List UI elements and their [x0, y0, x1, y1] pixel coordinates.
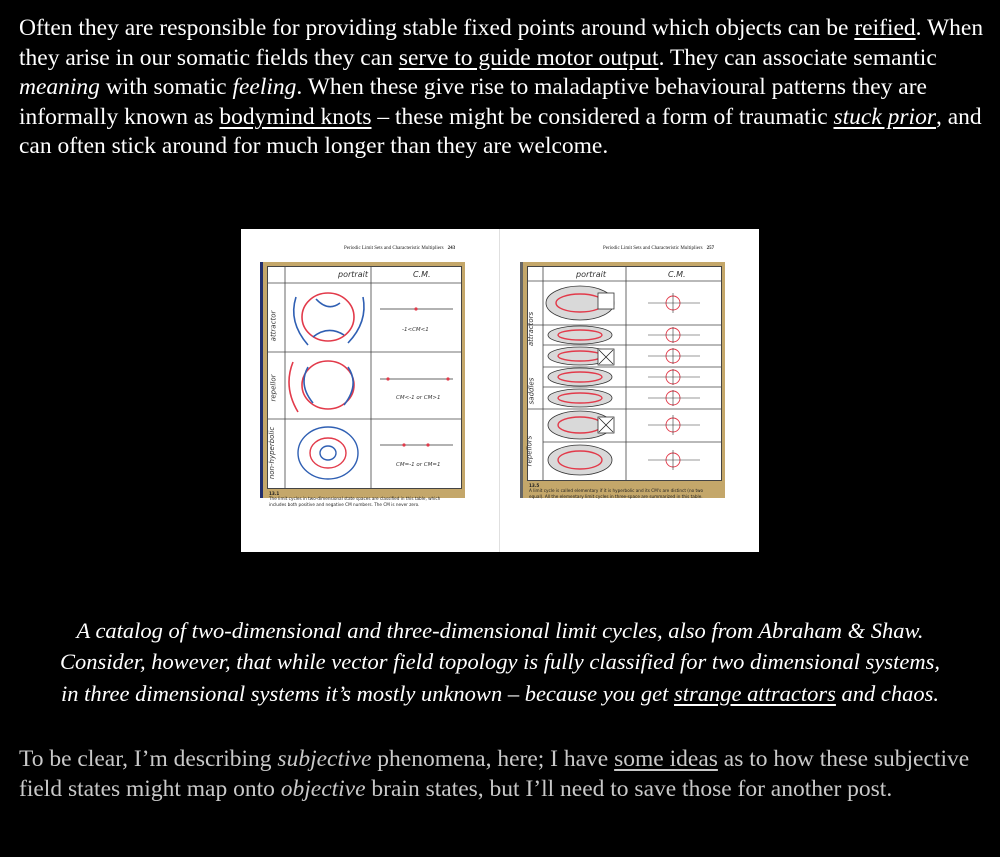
repellor-portrait — [289, 361, 354, 412]
right-row-repellors: repellors — [525, 435, 534, 467]
right-col-cm: C.M. — [668, 270, 686, 279]
left-cm-label-3: CM=-1 or CM=1 — [396, 462, 441, 468]
right-page-header: Periodic Limit Sets and Characteristic Multipliers 257 — [603, 246, 715, 251]
figure-right-page — [500, 229, 759, 552]
left-cm-label-1: -1<CM<1 — [402, 327, 429, 333]
attractor-portrait — [294, 293, 364, 345]
left-page-header: Periodic Limit Sets and Characteristic Multipliers 243 — [344, 246, 456, 251]
link-bodymind-knots[interactable]: bodymind knots — [219, 103, 372, 130]
right-page-table — [527, 266, 722, 481]
left-row-repellor: repellor — [269, 374, 278, 402]
right-row-attractors: attractors — [527, 311, 536, 347]
figure-left-page — [241, 229, 500, 552]
left-row-attractor: attractor — [269, 310, 278, 342]
left-col-cm: C.M. — [413, 270, 431, 279]
left-page-caption: 13.1 The limit cycles in two-dimensional state spaces are classified in this table, which includes both positive and negative CM numbers. The CM is never zero. — [269, 491, 441, 507]
emphasis-objective: objective — [280, 775, 366, 802]
left-page-table — [267, 266, 462, 489]
link-reified[interactable]: reified — [854, 15, 916, 41]
emphasis-meaning: meaning — [19, 74, 100, 100]
non-hyperbolic-portrait — [298, 427, 358, 479]
figure-caption: A catalog of two-dimensional and three-dimensional limit cycles, also from Abraham & Shaw. Consider, however, that while vector field topology is fully classified for two dimensional systems, in three dimensional systems it’s mostly unknown – because you get strange attractors and chaos. — [60, 617, 940, 706]
emphasis-subjective: subjective — [277, 746, 372, 772]
link-stuck-prior[interactable]: stuck prior — [833, 103, 936, 130]
left-row-non-hyperbolic: non-hyperbolic — [268, 426, 277, 480]
right-row-saddles: saddles — [527, 377, 536, 405]
left-col-portrait: portrait — [338, 270, 368, 279]
link-strange-attractors[interactable]: strange attractors — [674, 680, 836, 706]
left-cm-label-2: CM<-1 or CM>1 — [396, 395, 441, 401]
paragraph-bodymind: Often they are responsible for providing stable fixed points around which objects can be reified. When they arise in our somatic fields they can serve to guide motor output. They can associate semantic meaning with somatic feeling. When these give rise to maladaptive behavioural patterns they are informally known as bodymind knots – these might be considered a form of traumatic stuck prior, and can often stick around for much longer than they are welcome. — [19, 15, 984, 159]
link-some-ideas[interactable]: some ideas — [614, 746, 718, 772]
right-page-caption: 13.5 A limit cycle is called elementary if it is hyperbolic and its CM's are distinct (no two equal). All the elementary limit cycles in three-space are summarized in this table. — [529, 483, 704, 499]
limit-cycles-figure — [241, 229, 759, 552]
right-col-portrait: portrait — [576, 270, 606, 279]
emphasis-feeling: feeling — [232, 74, 297, 100]
right-table-drawing — [528, 267, 721, 480]
link-motor-output[interactable]: serve to guide motor output — [398, 44, 659, 71]
left-table-drawing — [268, 267, 461, 488]
paragraph-subjective: To be clear, I’m describing subjective phenomena, here; I have some ideas as to how these subjective field states might map onto objective brain states, but I’ll need to save those for another post. — [19, 746, 970, 802]
